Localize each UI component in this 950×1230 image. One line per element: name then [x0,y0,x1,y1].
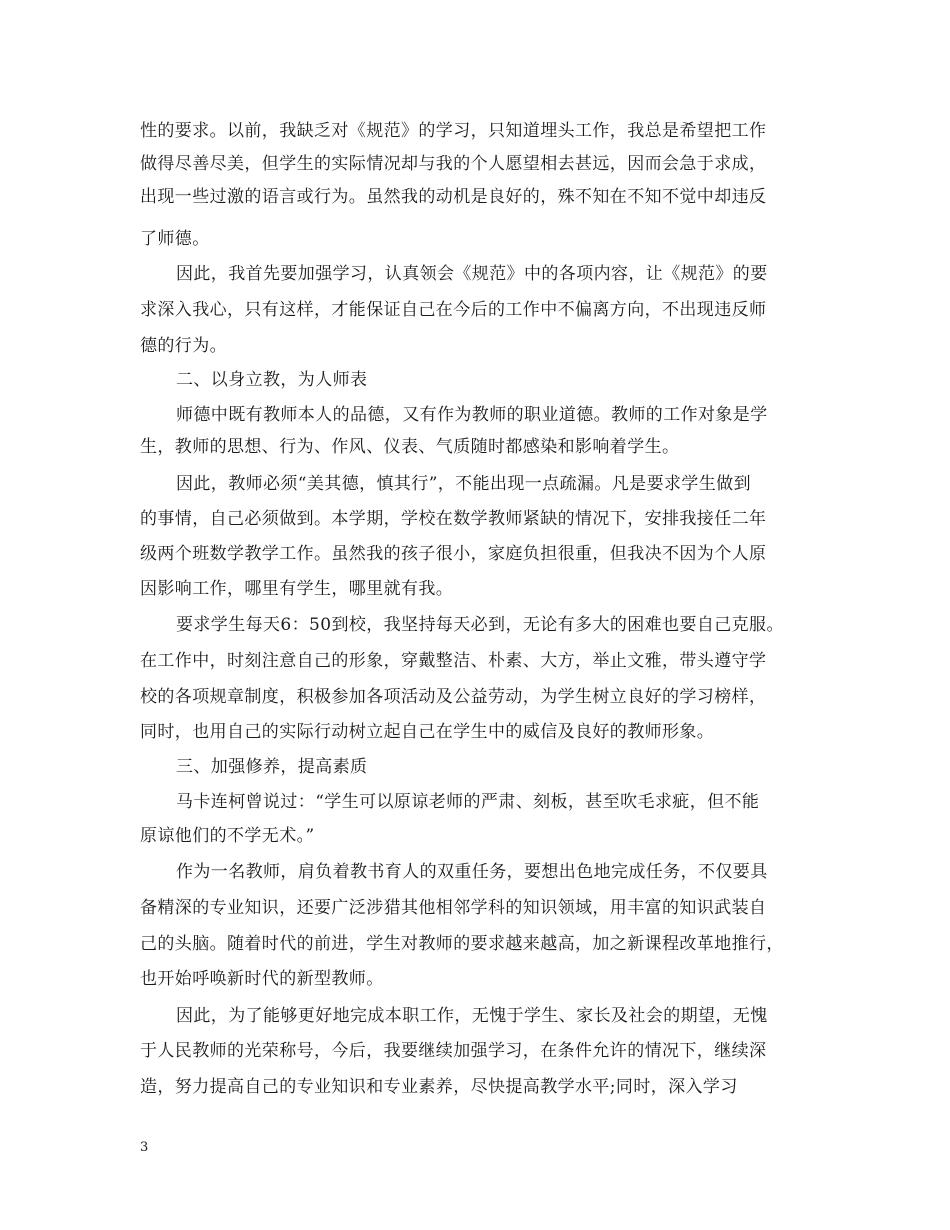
text-line: 德的行为。 [140,336,227,356]
text-line: 求深入我心，只有这样，才能保证自己在今后的工作中不偏离方向，不出现违反师 [140,300,767,320]
text-line: 也开始呼唤新时代的新型教师。 [140,969,384,989]
paragraph-first-line: 因此，我首先要加强学习，认真领会《规范》中的各项内容，让《规范》的要 [176,264,768,284]
text-line: 原谅他们的不学无术。” [140,826,315,846]
paragraph-first-line: 马卡连柯曾说过：“学生可以原谅老师的严肃、刻板，甚至吹毛求疵，但不能 [176,792,760,812]
section-heading: 二、以身立教，为人师表 [176,370,368,390]
text-line: 己的头脑。随着时代的前进，学生对教师的要求越来越高，加之新课程改革地推行， [140,934,784,954]
paragraph-first-line: 因此，教师必须“美其德，慎其行”，不能出现一点疏漏。凡是要求学生做到 [176,474,751,494]
page-number: 3 [140,1140,149,1155]
text-line: 级两个班数学教学工作。虽然我的孩子很小，家庭负担很重，但我决不因为个人原 [140,544,767,564]
text-line: 校的各项规章制度，积极参加各项活动及公益劳动，为学生树立良好的学习榜样， [140,687,767,707]
text-line: 性的要求。以前，我缺乏对《规范》的学习，只知道埋头工作，我总是希望把工作 [140,121,767,141]
text-line: 因影响工作，哪里有学生，哪里就有我。 [140,579,454,599]
text-line: 做得尽善尽美，但学生的实际情况却与我的个人愿望相去甚远，因而会急于求成， [140,154,767,174]
section-heading: 三、加强修养，提高素质 [176,757,368,777]
text-line: 于人民教师的光荣称号，今后，我要继续加强学习，在条件允许的情况下，继续深 [140,1041,767,1061]
paragraph-first-line: 师德中既有教师本人的品德，又有作为教师的职业道德。教师的工作对象是学 [176,405,768,425]
paragraph-first-line: 作为一名教师，肩负着教书育人的双重任务，要想出色地完成任务，不仅要具 [176,862,768,882]
text-line: 在工作中，时刻注意自己的形象，穿戴整洁、朴素、大方，举止文雅，带头遵守学 [140,651,767,671]
text-line: 生，教师的思想、行为、作风、仪表、气质随时都感染和影响着学生。 [140,437,680,457]
text-line: 造，努力提高自己的专业知识和专业素养，尽快提高教学水平;同时，深入学习 [140,1077,738,1097]
text-line: 备精深的专业知识，还要广泛涉猎其他相邻学科的知识领域，用丰富的知识武装自 [140,898,767,918]
paragraph-first-line: 要求学生每天6：50到校，我坚持每天必到，无论有多大的困难也要自己克服。 [176,615,784,635]
text-line: 同时，也用自己的实际行动树立起自己在学生中的威信及良好的教师形象。 [140,722,715,742]
paragraph-first-line: 因此，为了能够更好地完成本职工作，无愧于学生、家长及社会的期望，无愧 [176,1006,768,1026]
text-line: 出现一些过激的语言或行为。虽然我的动机是良好的，殊不知在不知不觉中却违反 [140,187,767,207]
text-line: 的事情，自己必须做到。本学期，学校在数学教师紧缺的情况下，安排我接任二年 [140,509,767,529]
text-line: 了师德。 [140,229,210,249]
